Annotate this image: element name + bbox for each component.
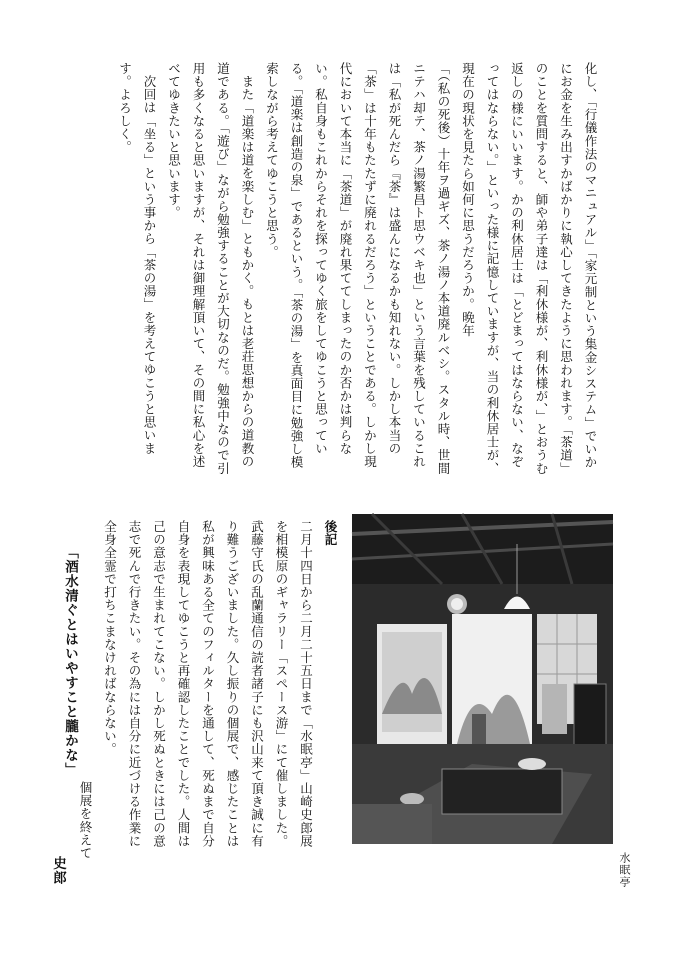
essay-paragraph-1: 化し、「行儀作法のマニュアル」「家元制という集金システム」でいかにお金を生み出すかばかりに執心してきたように思われます。「茶道」のことを質問すると、師や弟子達は「利休様が、利休様が、」とおうむ返しの様にいいます。かの利休居士は「とどまってはならない、なぞってはならない。」といった様に記憶していますが、当の利休居士が、現在の現状を見たら如何に思うだろうか。晩年: [460, 62, 598, 475]
tearoom-photo: [352, 514, 613, 844]
photo-caption: 水眠亭: [618, 852, 631, 888]
postscript-closing: 個展を終えて: [78, 781, 93, 860]
essay-paragraph-3: また「道楽は道を楽しむ」ともかく。もとは老荘思想からの道教の道である。「遊び」ながら勉強することが大切なのだ。勉強中なので引用も多くなると思いますが、それは御理解頂いて、その間に私心を述べてゆきたいと思います。: [166, 62, 255, 475]
postscript-body: 二月十四日から二月二十五日まで「水眠亭」山崎史郎展を相模原のギャラリー「スペース游」にて催しました。武藤守氏の乱蘭通信の読者諸子にも沢山来て頂き誠に有り難うございました。久し振りの個展で、感じたことは私が興味ある全てのフィルターを通して、死ぬまで自分自身を表現してゆこうと再確認したことでした。人間は己の意志で生まれてこない。しかし死ぬときには己の意志で死んで行きたい。その為には自分に近づける作業に全身全霊で打ちこまなければならない。: [102, 520, 314, 848]
main-essay: [72, 62, 602, 477]
postscript-heading: 後記: [323, 520, 338, 547]
essay-paragraph-4: 次回は「坐る」という事から「茶の湯」を考えてゆこうと思います。よろしく。: [117, 62, 157, 455]
haiku-block: [40, 545, 80, 885]
haiku-text: 「酒水清ぐとはいやすこと朧かな」: [62, 545, 78, 777]
tearoom-photo-image: [352, 514, 613, 844]
postscript-section: [78, 520, 342, 860]
haiku-author: 史郎: [50, 856, 66, 885]
essay-paragraph-2: 「（私の死後）十年ヲ過ギズ、茶ノ湯ノ本道廃ルベシ。スタル時、世間ニテハ却テ、茶ノ湯繁昌ト思ウベキ也」という言葉を残しているこれは「私が死んだら『茶』は盛んになるかも知れない。しかし本当の「茶」は十年もたたずに廃れるだろう」ということである。しかし現代において本当に「茶道」が廃れ果ててしまったのか否かは判らない。私自身もこれからそれを探ってゆく旅をしてゆこうと思っている。「道楽は創造の泉」であるという。「茶の湯」を真面目に勉強し模索しながら考えてゆこうと思う。: [264, 62, 451, 475]
